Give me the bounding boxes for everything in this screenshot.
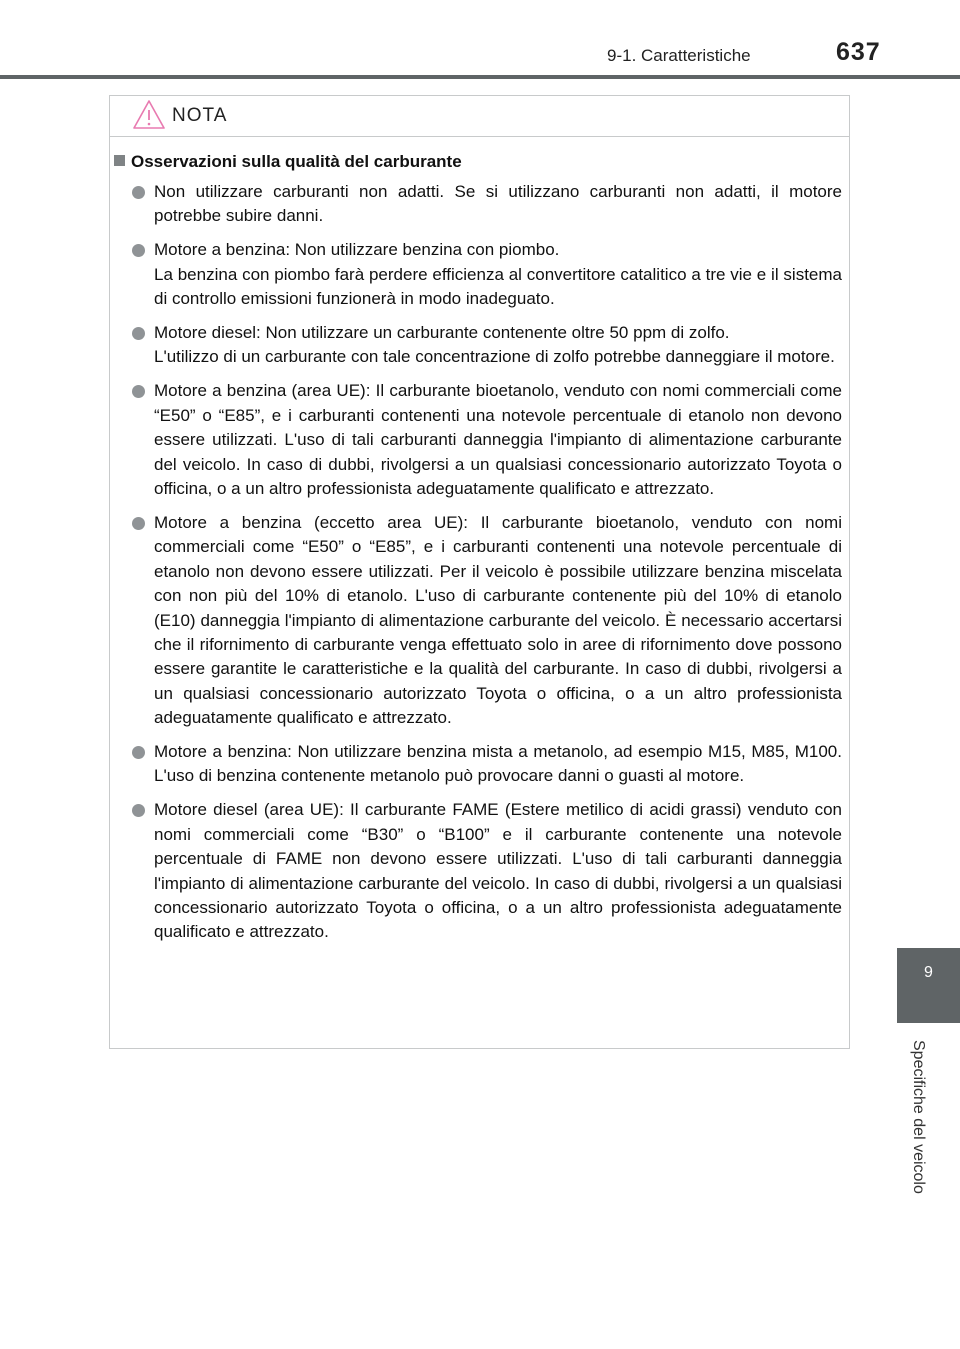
note-label: NOTA [172, 105, 228, 126]
chapter-tab [897, 948, 960, 1023]
square-bullet-icon [114, 155, 125, 166]
list-item-text: Motore diesel: Non utilizzare un carburante contenente oltre 50 ppm di zolfo. L'utilizzo di un carburante con tale concentrazione di zolfo potrebbe danneggiare il motore. [154, 323, 835, 367]
list-item-text: Non utilizzare carburanti non adatti. Se si utilizzano carburanti non adatti, il motore potrebbe subire danni. [154, 182, 842, 226]
list-item [130, 180, 842, 229]
circle-bullet-icon [132, 517, 145, 530]
circle-bullet-icon [132, 327, 145, 340]
note-heading [114, 152, 462, 172]
list-item-text: Motore a benzina: Non utilizzare benzina mista a metanolo, ad esempio M15, M85, M100. L'uso di benzina contenente metanolo può provocare danni o guasti al motore. [154, 742, 842, 786]
list-item-text: Motore diesel (area UE): Il carburante FAME (Estere metilico di acidi grassi) venduto con nomi commerciali come “B30” o “B100” e il carburante contenente una notevole percentuale di FAME non devono essere utilizzati. L'uso di tali carburanti danneggia l'impianto di alimentazione carburante del veicolo. In caso di dubbi, rivolgersi a un qualsiasi concessionario autorizzato Toyota o officina, o a un altro professionista adeguatamente qualificato e attrezzato. [154, 800, 842, 942]
circle-bullet-icon [132, 385, 145, 398]
list-item-text: Motore a benzina: Non utilizzare benzina con piombo. La benzina con piombo farà perdere efficienza al convertitore catalitico a tre vie e il sistema di controllo emissioni funzionerà in modo inadeguato. [154, 240, 842, 309]
list-item-text: Motore a benzina (eccetto area UE): Il carburante bioetanolo, venduto con nomi commerciali come “E50” o “E85”, e i carburanti contenenti una notevole percentuale di etanolo non devono essere utilizzati. Per il veicolo è possibile utilizzare benzina miscelata con non più del 10% di etanolo. L'uso di carburante contenente più del 10% di etanolo (E10) danneggia l'impianto di alimentazione carburante del veicolo. È necessario accertarsi che il rifornimento di carburante venga effettuato solo in aree di rifornimento dove possono essere garantite le caratteristiche e la qualità del carburante. In caso di dubbi, rivolgersi a un qualsiasi concessionario autorizzato Toyota o officina, o a un altro professionista adeguatamente qualificato e attrezzato. [154, 512, 842, 728]
list-item [130, 740, 842, 789]
note-box [109, 95, 850, 1049]
page-number: 637 [836, 38, 881, 66]
chapter-number: 9 [924, 964, 933, 981]
bullet-list [130, 180, 842, 954]
circle-bullet-icon [132, 186, 145, 199]
header-rule [0, 75, 960, 79]
chapter-label: Specifiche del veicolo [910, 1040, 927, 1194]
list-item [130, 511, 842, 731]
list-item [130, 379, 842, 501]
note-header [110, 96, 849, 137]
section-title: 9-1. Caratteristiche [607, 46, 751, 65]
circle-bullet-icon [132, 746, 145, 759]
list-item-text: Motore a benzina (area UE): Il carburante bioetanolo, venduto con nomi commerciali come “E50” o “E85”, e i carburanti contenenti una notevole percentuale di etanolo non devono essere utilizzati. L'uso di tali carburanti danneggia l'impianto di alimentazione carburante del veicolo. In caso di dubbi, rivolgersi a un qualsiasi concessionario autorizzato Toyota o officina, o a un altro professionista adeguatamente qualificato e attrezzato. [154, 381, 842, 498]
list-item [130, 321, 842, 370]
list-item [130, 798, 842, 944]
list-item [130, 238, 842, 311]
circle-bullet-icon [132, 244, 145, 257]
warning-triangle-icon [132, 98, 166, 132]
circle-bullet-icon [132, 804, 145, 817]
note-heading-text: Osservazioni sulla qualità del carburante [131, 152, 462, 171]
